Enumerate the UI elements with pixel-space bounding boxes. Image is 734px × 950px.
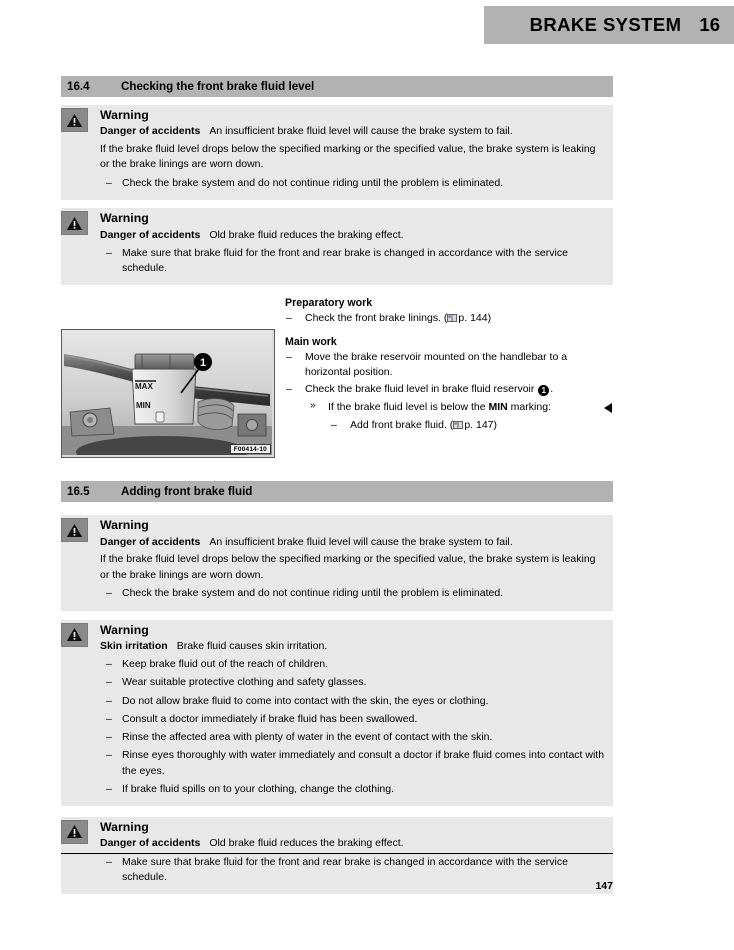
warning-lead-text: Old brake fluid reduces the braking effect. (209, 228, 404, 241)
warning-title: Warning (100, 819, 149, 834)
warning-body (88, 515, 613, 610)
footer-divider (61, 853, 613, 854)
list-item: – Move the brake reservoir mounted on the handlebar to a horizontal position. (285, 350, 613, 380)
list-item: – Make sure that brake fluid for the front and rear brake is changed in accordance with the service schedule. (100, 246, 605, 276)
warning-title: Warning (100, 211, 149, 226)
warning-triangle-icon (61, 211, 88, 235)
main-step-list (285, 350, 613, 434)
step-text-end: . (550, 382, 554, 395)
svg-text:1: 1 (199, 357, 207, 370)
step-text: Check the front brake linings. ( (305, 312, 448, 325)
figure-brake-reservoir (61, 329, 275, 458)
warning-lead-text: An insufficient brake fluid level will cause the brake system to fail. (209, 125, 513, 138)
list-item: – Keep brake fluid out of the reach of children. (100, 657, 605, 672)
warning-lead-bold: Skin irritation (100, 639, 168, 652)
warning-triangle-icon (61, 820, 88, 844)
list-item (285, 311, 613, 326)
procedure-steps (285, 297, 613, 433)
warning-box (61, 817, 613, 894)
list-item: – Rinse eyes thoroughly with water immediately and consult a doctor if brake fluid comes into contact with the eyes. (100, 748, 605, 778)
list-item (285, 382, 613, 434)
warning-item-list (100, 246, 605, 276)
warning-lead (100, 535, 605, 550)
chapter-number: 16 (699, 14, 720, 35)
warning-item-list (100, 657, 605, 797)
substep-bold: MIN (488, 401, 508, 414)
procedure-block (61, 297, 613, 467)
warning-lead-bold: Danger of accidents (100, 228, 201, 241)
chapter-title: BRAKE SYSTEM (529, 14, 682, 35)
warning-body (88, 817, 613, 894)
callout-number-1: 1 (538, 385, 549, 396)
section-number: 16.5 (67, 485, 90, 499)
warning-box (61, 620, 613, 806)
substep-list (305, 400, 613, 433)
list-item: – Do not allow brake fluid to come into contact with the skin, the eyes or clothing. (100, 694, 605, 709)
section-number: 16.4 (67, 80, 90, 93)
subsubstep-list (328, 418, 613, 433)
svg-text:MAX: MAX (135, 382, 153, 392)
page-number: 147 (595, 880, 613, 892)
warning-box (61, 515, 613, 610)
warning-item-list (100, 176, 605, 191)
list-item: – Make sure that brake fluid for the front and rear brake is changed in accordance with the service schedule. (100, 855, 605, 885)
preparatory-step-list (285, 311, 613, 326)
main-work-heading: Main work (285, 335, 337, 348)
warning-lead-bold: Danger of accidents (100, 125, 201, 138)
list-item: – Check the brake system and do not continue riding until the problem is eliminated. (100, 586, 605, 601)
warning-item-list (100, 855, 605, 885)
warning-lead (100, 639, 605, 654)
warning-lead (100, 836, 605, 851)
warning-lead-text: Brake fluid causes skin irritation. (176, 639, 328, 652)
subsubstep-reference: p. 147) (464, 419, 498, 432)
preparatory-work-heading: Preparatory work (285, 297, 373, 310)
list-item (328, 418, 613, 433)
warning-lead-text: Old brake fluid reduces the braking effect. (209, 837, 404, 850)
warning-lead-text: An insufficient brake fluid level will cause the brake system to fail. (209, 535, 513, 548)
list-item: – Check the brake system and do not continue riding until the problem is eliminated. (100, 176, 605, 191)
svg-text:MIN: MIN (136, 401, 151, 411)
warning-lead-bold: Danger of accidents (100, 837, 201, 850)
section-heading-16-4 (61, 76, 613, 97)
warning-triangle-icon (61, 518, 88, 542)
page-turn-marker-icon (604, 403, 612, 413)
book-reference-icon (447, 312, 457, 320)
list-item: – Rinse the affected area with plenty of water in the event of contact with the skin. (100, 730, 605, 745)
warning-box (61, 208, 613, 285)
figure-id-label: F00414-10 (230, 444, 271, 454)
warning-title: Warning (100, 108, 149, 122)
list-item: – Consult a doctor immediately if brake fluid has been swallowed. (100, 712, 605, 727)
book-reference-icon (453, 419, 463, 427)
step-text: Check the brake fluid level in brake fluid reservoir (305, 382, 535, 395)
warning-triangle-icon (61, 108, 88, 132)
warning-title: Warning (100, 518, 149, 533)
warning-body (88, 208, 613, 285)
substep-text: If the brake fluid level is below the (328, 401, 489, 414)
list-item: – Wear suitable protective clothing and safety glasses. (100, 675, 605, 690)
step-reference: p. 144) (458, 312, 492, 325)
list-item: – If brake fluid spills on to your clothing, change the clothing. (100, 782, 605, 797)
substep-text-end: marking: (507, 401, 551, 414)
warning-lead (100, 228, 605, 243)
warning-body (88, 620, 613, 806)
section-title: Checking the front brake fluid level (121, 80, 315, 93)
warning-paragraph: If the brake fluid level drops below the specified marking or the specified value, the brake system is leaking or the brake linings are worn down. (100, 552, 596, 581)
warning-lead (100, 124, 605, 139)
warning-paragraph: If the brake fluid level drops below the specified marking or the specified value, the brake system is leaking or the brake linings are worn down. (100, 142, 596, 171)
warning-triangle-icon (61, 623, 88, 647)
subsubstep-text: Add front brake fluid. ( (350, 419, 454, 432)
section-title: Adding front brake fluid (121, 485, 253, 499)
warning-item-list (100, 586, 605, 601)
warning-box (61, 105, 613, 200)
list-item (305, 400, 613, 433)
warning-body (88, 105, 613, 200)
warning-title: Warning (100, 622, 149, 637)
section-heading-16-5 (61, 481, 613, 502)
warning-lead-bold: Danger of accidents (100, 535, 201, 548)
page-content (61, 0, 613, 894)
